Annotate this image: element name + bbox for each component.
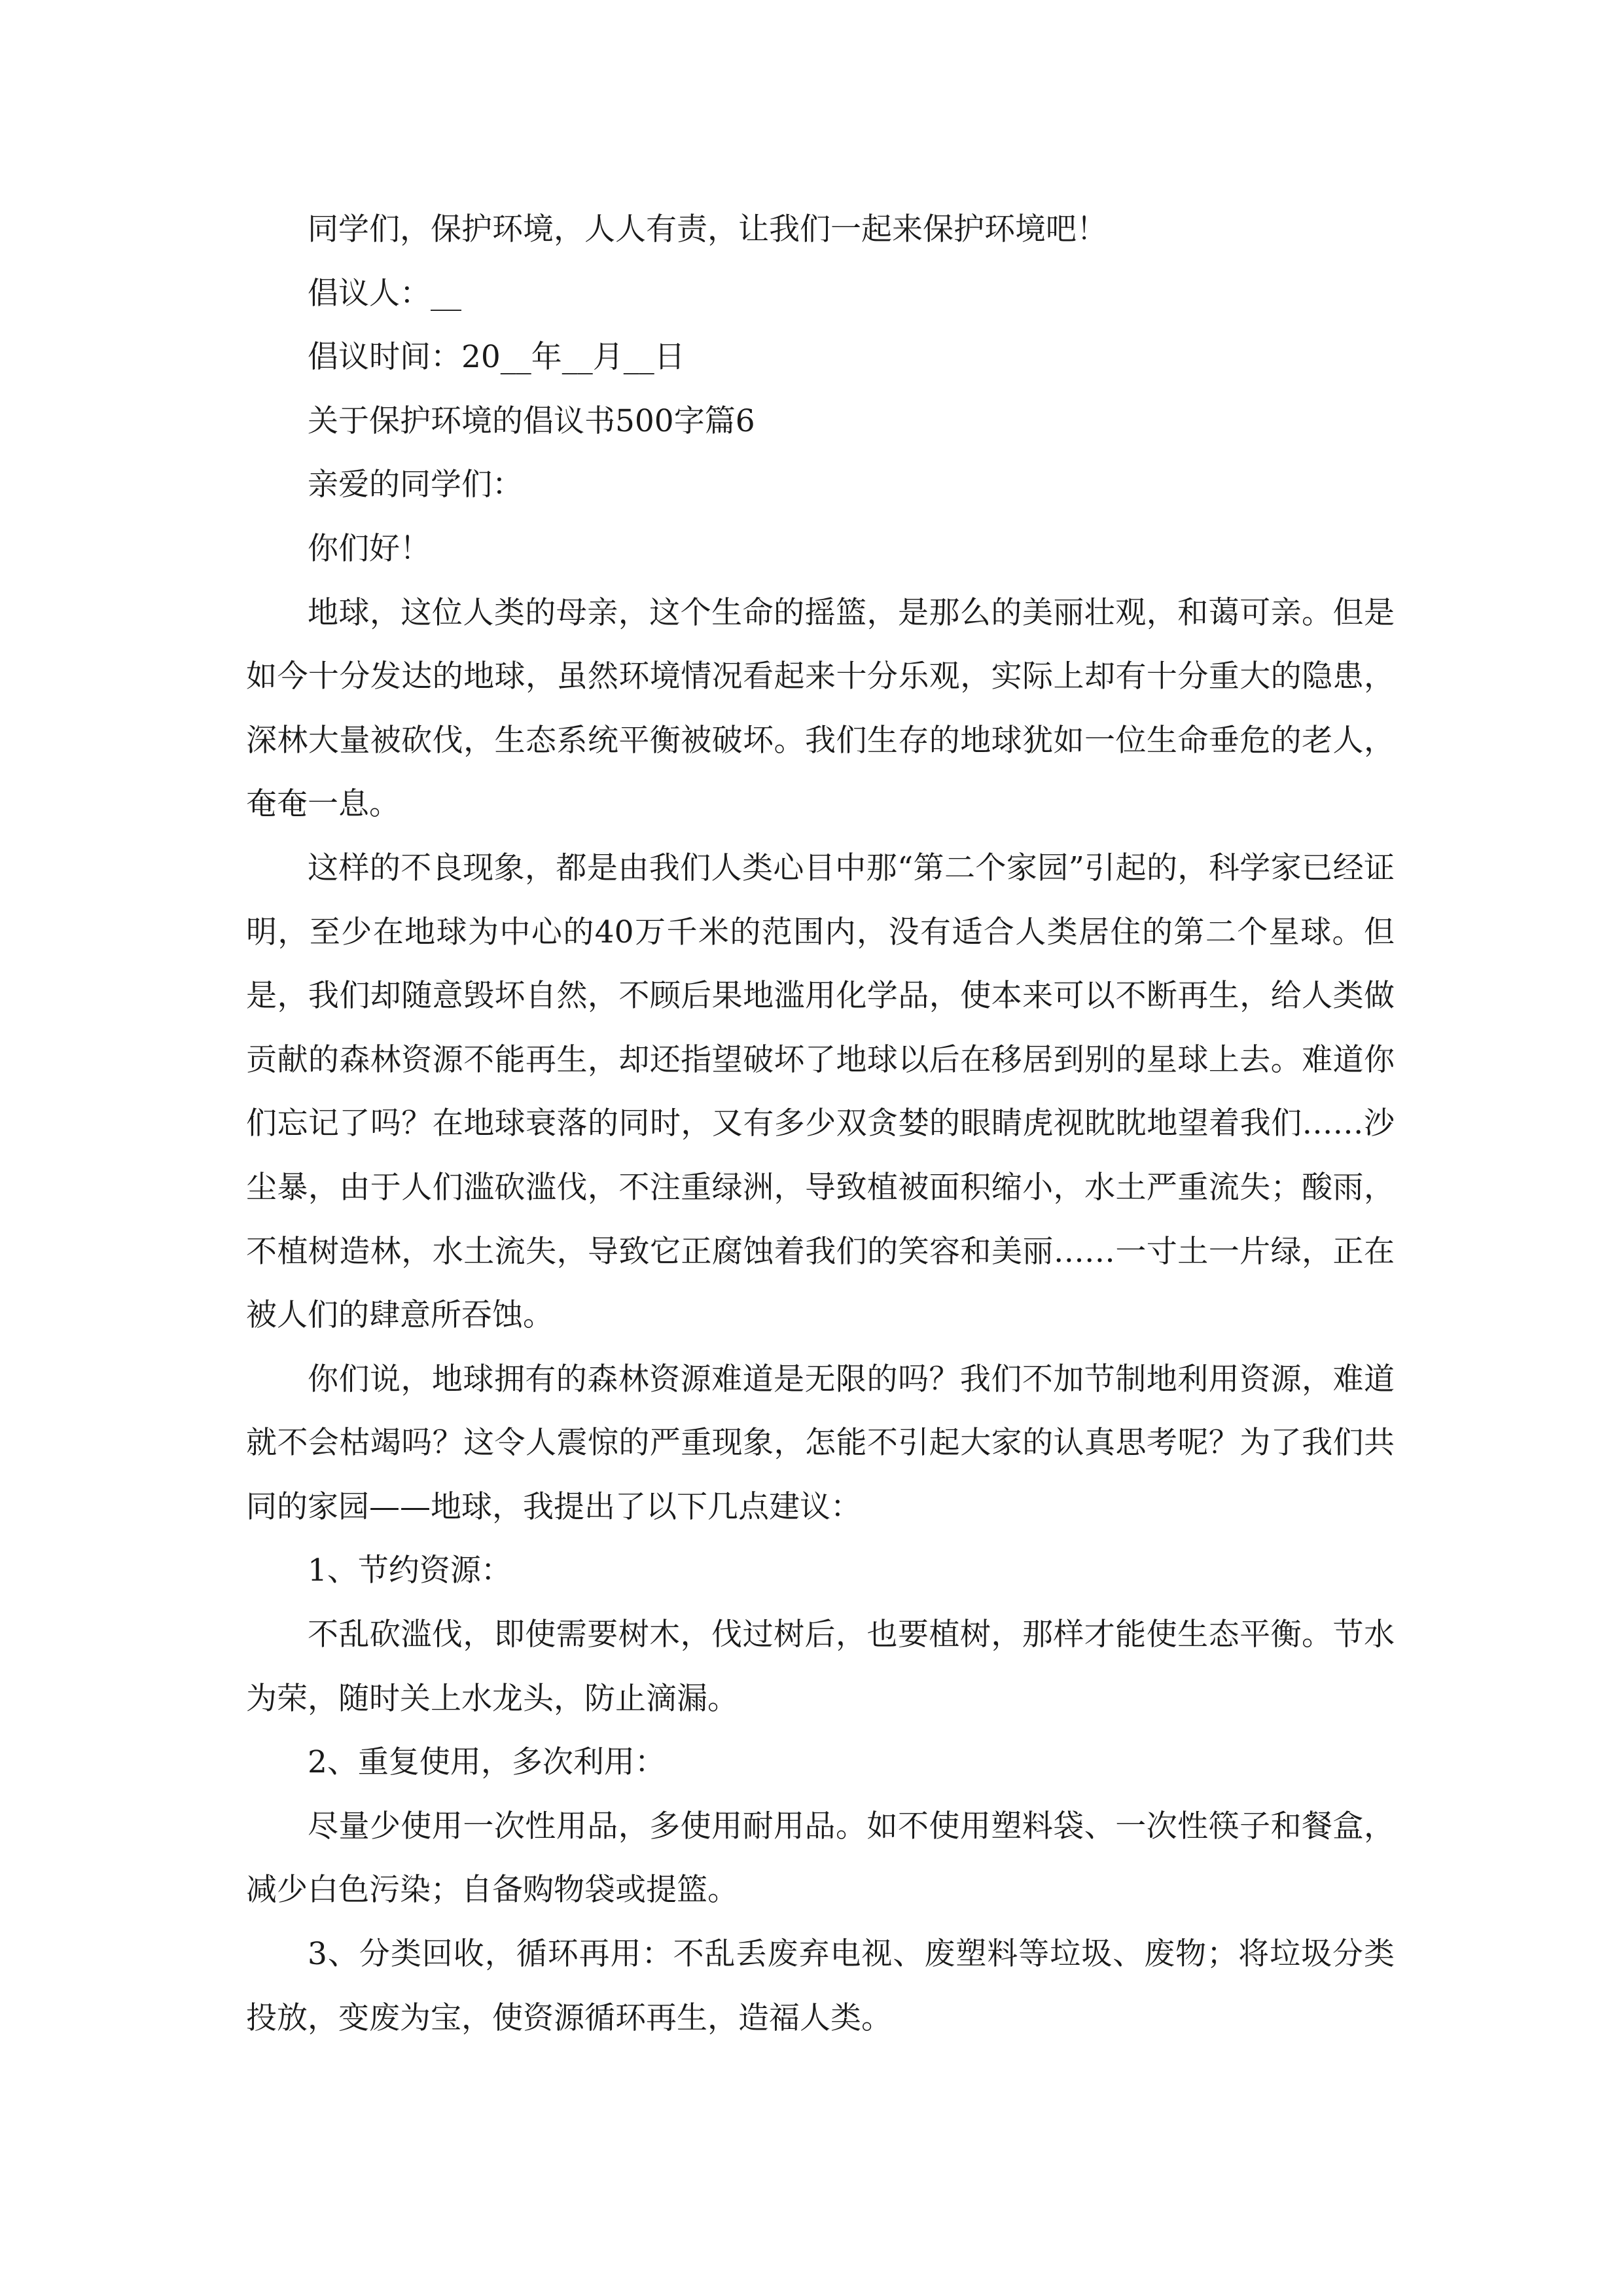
suggestion-3: 3、分类回收，循环再用：不乱丢废弃电视、废塑料等垃圾、废物；将垃圾分类投放，变废为宝，使资源循环再生，造福人类。 [246, 1936, 1395, 2036]
closing-call: 同学们，保护环境，人人有责，让我们一起来保护环境吧！ [308, 211, 1107, 247]
suggestion-1-heading: 1、节约资源： [308, 1552, 512, 1589]
suggestion-1-body: 不乱砍滥伐，即使需要树木，伐过树后，也要植树，那样才能使生态平衡。节水为荣，随时关上水龙头，防止滴漏。 [246, 1617, 1395, 1717]
section-title: 关于保护环境的倡议书500字篇6 [308, 403, 755, 439]
suggestion-2-body: 尽量少使用一次性用品，多使用耐用品。如不使用塑料袋、一次性筷子和餐盒，减少白色污染；自备购物袋或提篮。 [246, 1808, 1395, 1909]
proposer-line: 倡议人：__ [308, 275, 461, 312]
paragraph-earth: 地球，这位人类的母亲，这个生命的摇篮，是那么的美丽壮观，和蔼可亲。但是如今十分发达的地球，虽然环境情况看起来十分乐观，实际上却有十分重大的隐患，深林大量被砍伐，生态系统平衡被破坏。我们生存的地球犹如一位生命垂危的老人，奄奄一息。 [246, 594, 1395, 823]
suggestion-2-heading: 2、重复使用，多次利用： [308, 1744, 666, 1781]
document-body [246, 198, 1395, 2050]
date-line: 倡议时间：20__年__月__日 [308, 339, 685, 376]
paragraph-second-home: 这样的不良现象，都是由我们人类心目中那“第二个家园”引起的，科学家已经证明，至少在地球为中心的40万千米的范围内，没有适合人类居住的第二个星球。但是，我们却随意毁坏自然，不顾后果地滥用化学品，使本来可以不断再生，给人类做贡献的森林资源不能再生，却还指望破坏了地球以后在移居到别的星球上去。难道你们忘记了吗？在地球衰落的同时，又有多少双贪婪的眼睛虎视眈眈地望着我们……沙尘暴，由于人们滥砍滥伐，不注重绿洲，导致植被面积缩小，水土严重流失；酸雨，不植树造林，水土流失，导致它正腐蚀着我们的笑容和美丽……一寸土一片绿，正在被人们的肆意所吞蚀。 [246, 850, 1395, 1334]
salutation: 亲爱的同学们： [308, 467, 523, 503]
greeting: 你们好！ [308, 530, 431, 567]
paragraph-resources: 你们说，地球拥有的森林资源难道是无限的吗？我们不加节制地利用资源，难道就不会枯竭吗？这令人震惊的严重现象，怎能不引起大家的认真思考呢？为了我们共同的家园——地球，我提出了以下几点建议： [246, 1361, 1395, 1525]
